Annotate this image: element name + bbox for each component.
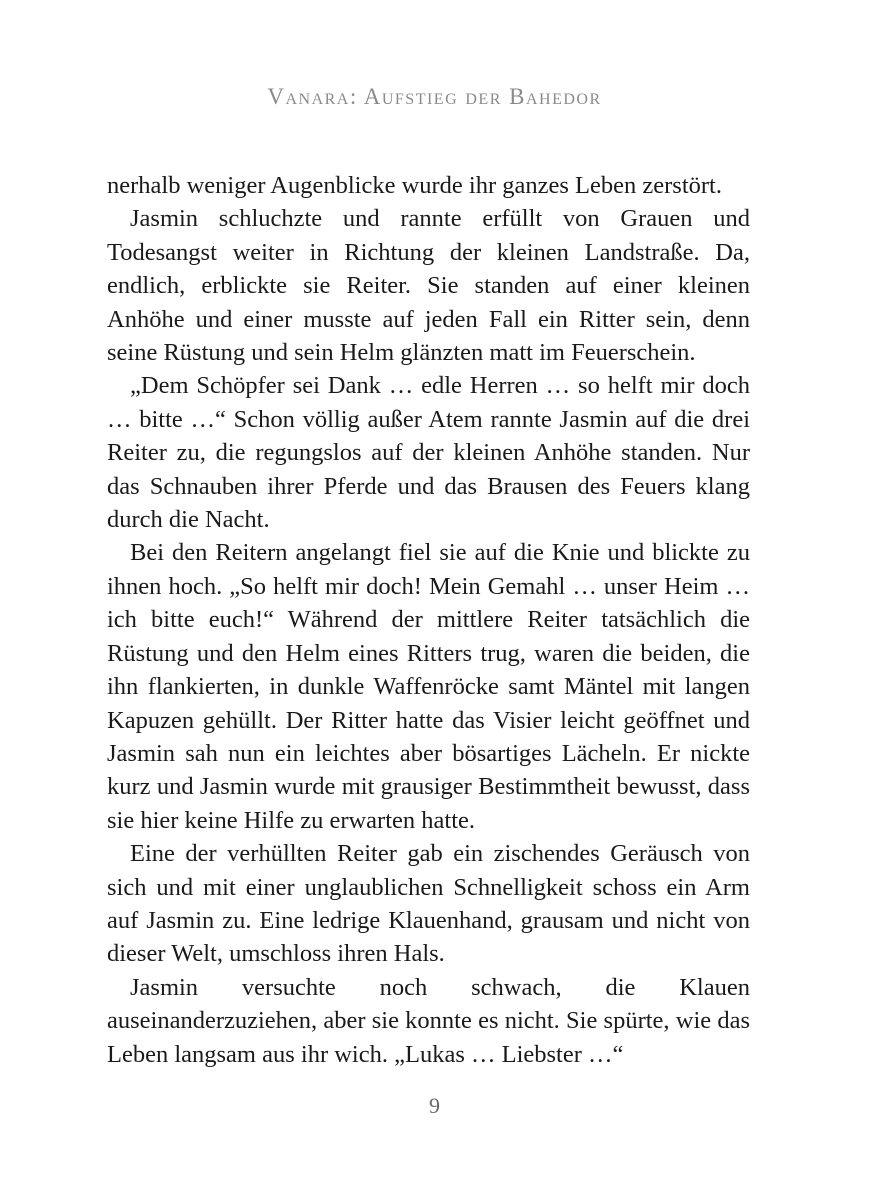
paragraph-1: nerhalb weniger Augenblicke wurde ihr ganzes Leben zerstört. <box>107 172 722 199</box>
paragraph-6: Jasmin versuchte noch schwach, die Klauen auseinanderzuziehen, aber sie konnte es nicht. Sie spürte, wie das Leben langsam aus ihr wich. „Lukas … Liebster …“ <box>107 973 750 1068</box>
running-title: Vanara: Aufstieg der Bahedor <box>267 84 602 109</box>
paragraph-4: Bei den Reitern angelangt fiel sie auf die Knie und blickte zu ihnen hoch. „So helft mir doch! Mein Gemahl … unser Heim … ich bitte euch!“ Während der mittlere Reiter tatsächlich die Rüstung und den Helm eines Ritters trug, waren die beiden, die ihn flankierten, in dunkle Waffenröcke samt Mäntel mit langen Kapuzen gehüllt. Der Ritter hatte das Visier leicht geöffnet und Jasmin sah nun ein leichtes aber bösartiges Lächeln. Er nickte kurz und Jasmin wurde mit grausiger Bestimmtheit bewusst, dass sie hier keine Hilfe zu erwarten hatte. <box>107 539 750 834</box>
paragraph-5: Eine der verhüllten Reiter gab ein zischendes Geräusch von sich und mit einer unglaublichen Schnelligkeit schoss ein Arm auf Jasmin zu. Eine ledrige Klauenhand, grausam und nicht von dieser Welt, umschloss ihren Hals. <box>107 840 750 968</box>
paragraph-2: Jasmin schluchzte und rannte erfüllt von Grauen und Todesangst weiter in Richtung der kleinen Landstraße. Da, endlich, erblickte sie Reiter. Sie standen auf einer kleinen Anhöhe und einer musste auf jeden Fall ein Ritter sein, denn seine Rüstung und sein Helm glänzten matt im Feuerschein. <box>107 205 750 367</box>
paragraph-3: „Dem Schöpfer sei Dank … edle Herren … so helft mir doch … bitte …“ Schon völlig außer Atem rannte Jasmin auf die drei Reiter zu, die regungslos auf der kleinen Anhöhe standen. Nur das Schnauben ihrer Pferde und das Brausen des Feuers klang durch die Nacht. <box>107 372 750 534</box>
body-text <box>107 169 750 1071</box>
page-number: 9 <box>429 1093 440 1118</box>
